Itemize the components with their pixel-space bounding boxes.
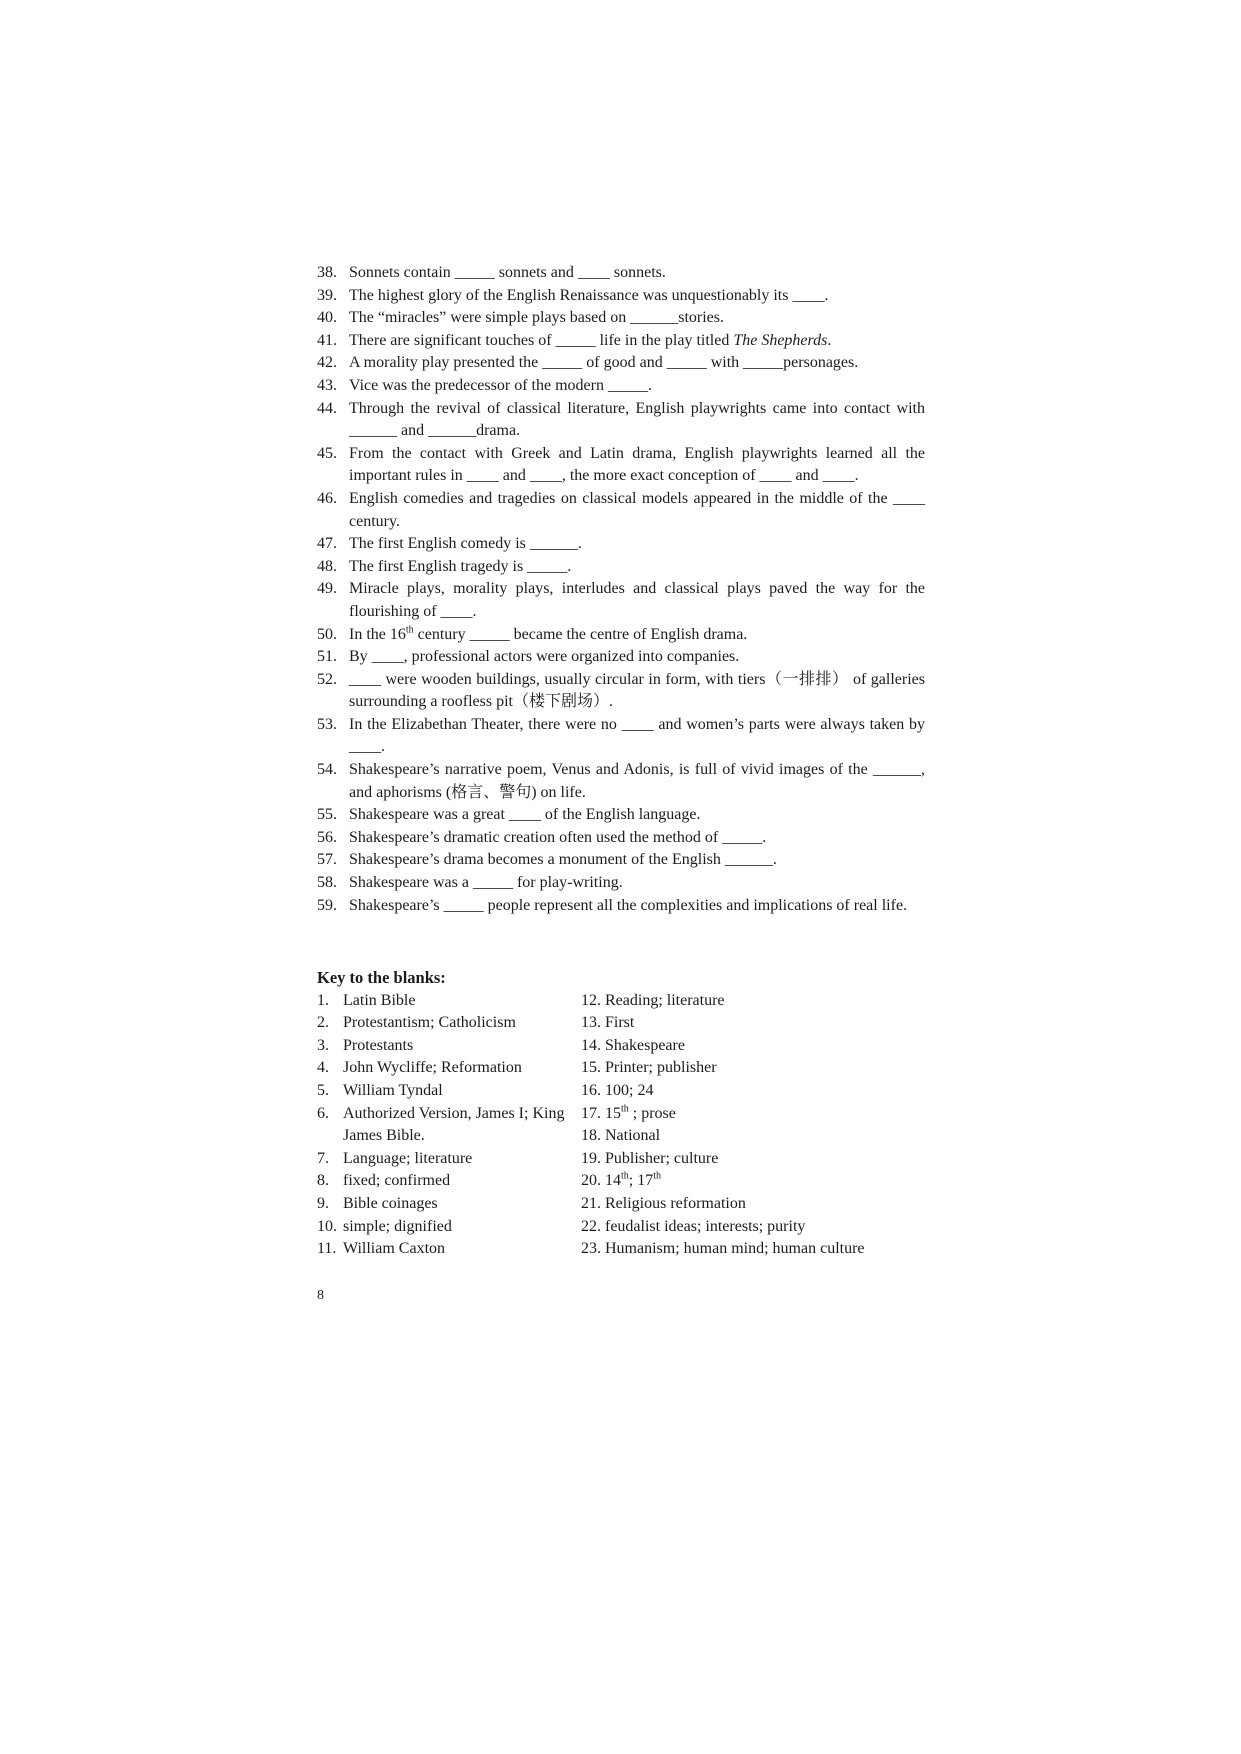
answer-key-left-column: [317, 990, 579, 1261]
question-item: [317, 307, 925, 330]
question-item: [317, 556, 925, 579]
question-number: 38.: [317, 264, 337, 281]
ordinal-superscript: th: [621, 1103, 629, 1115]
answer-item: [581, 1057, 937, 1080]
question-item: [317, 895, 925, 918]
question-number: 43.: [317, 376, 337, 394]
answer-number: 17.: [581, 1104, 601, 1122]
question-number: 41.: [317, 331, 337, 349]
question-text: Shakespeare’s _____ people represent all the complexities and implications of real life.: [349, 896, 908, 914]
answer-number: 1.: [317, 991, 329, 1009]
question-item: [317, 714, 925, 759]
question-number: 54.: [317, 761, 337, 779]
question-text: In the Elizabethan Theater, there were no ____ and women’s parts were always taken by ____.: [349, 715, 925, 756]
answer-number: 14.: [581, 1036, 601, 1054]
answer-text-mid: ; 17: [628, 1172, 654, 1190]
question-item: [317, 827, 925, 850]
answer-text: First: [605, 1014, 635, 1032]
answer-item: [581, 1148, 937, 1171]
question-item: [317, 488, 925, 533]
question-number: 44.: [317, 399, 337, 417]
question-text: Shakespeare’s drama becomes a monument of the English ______.: [349, 851, 777, 869]
answer-number: 7.: [317, 1149, 329, 1167]
question-item: [317, 759, 925, 804]
answer-text: 15: [605, 1104, 621, 1122]
question-item: [317, 646, 925, 669]
answer-number: 19.: [581, 1149, 601, 1167]
question-text: Shakespeare’s dramatic creation often used the method of _____.: [349, 828, 767, 846]
answer-text: Printer; publisher: [605, 1059, 717, 1077]
answer-number: 22.: [581, 1217, 601, 1235]
question-number: 51.: [317, 648, 337, 666]
answer-text: fixed; confirmed: [343, 1172, 451, 1190]
question-list: [317, 262, 925, 917]
answer-item: [581, 1035, 937, 1058]
answer-text: 100; 24: [605, 1081, 654, 1099]
question-item: [317, 533, 925, 556]
play-title: The Shepherds: [733, 331, 828, 349]
answer-text: Shakespeare: [605, 1036, 685, 1054]
answer-number: 3.: [317, 1036, 329, 1054]
question-number: 39.: [317, 286, 337, 304]
ordinal-superscript: th: [405, 624, 414, 636]
answer-text: Protestants: [343, 1036, 414, 1054]
question-text: Shakespeare’s narrative poem, Venus and Adonis, is full of vivid images of the ______, and aphorisms (格言、警句) on life.: [349, 761, 925, 801]
answer-number: 11.: [317, 1240, 337, 1258]
answer-text: Bible coinages: [343, 1194, 438, 1212]
question-item: [317, 849, 925, 872]
answer-item: [317, 1035, 579, 1058]
question-text: By ____, professional actors were organized into companies.: [349, 648, 740, 666]
answer-item: [581, 1216, 937, 1239]
answer-number: 12.: [581, 991, 601, 1009]
answer-number: 2.: [317, 1014, 329, 1032]
answer-text: John Wycliffe; Reformation: [343, 1059, 522, 1077]
answer-item: [581, 1193, 937, 1216]
answer-key-title: Key to the blanks:: [317, 968, 446, 987]
answer-item: [581, 1170, 937, 1193]
question-number: 56.: [317, 828, 337, 846]
page-number: 8: [317, 1288, 324, 1303]
answer-number: 21.: [581, 1194, 601, 1212]
answer-key-right-column: [581, 990, 937, 1261]
question-number: 58.: [317, 874, 337, 892]
question-item: [317, 352, 925, 375]
question-item: [317, 262, 925, 285]
question-number: 45.: [317, 444, 337, 462]
question-number: 48.: [317, 557, 337, 575]
answer-key: [317, 967, 937, 1258]
answer-item: [317, 1238, 579, 1261]
answer-number: 10.: [317, 1217, 337, 1235]
answer-key-columns: [317, 990, 937, 1258]
question-number: 47.: [317, 535, 337, 553]
ordinal-superscript: th: [621, 1171, 629, 1183]
answer-number: 15.: [581, 1059, 601, 1077]
answer-text: Religious reformation: [605, 1194, 746, 1212]
question-item: [317, 375, 925, 398]
answer-number: 18.: [581, 1127, 601, 1145]
answer-text: National: [605, 1127, 661, 1145]
answer-item: [317, 1193, 579, 1216]
answer-text: Publisher; culture: [605, 1149, 719, 1167]
answer-number: 6.: [317, 1104, 329, 1122]
answer-item: [581, 990, 937, 1013]
answer-text: Protestantism; Catholicism: [343, 1014, 516, 1032]
question-item: [317, 669, 925, 714]
answer-number: 4.: [317, 1059, 329, 1077]
question-item: [317, 578, 925, 623]
question-text: The “miracles” were simple plays based on ______stories.: [349, 309, 724, 327]
answer-text: William Tyndal: [343, 1081, 443, 1099]
answer-item: [581, 1238, 937, 1261]
question-text: Vice was the predecessor of the modern _____.: [349, 376, 652, 394]
answer-text: Reading; literature: [605, 991, 725, 1009]
ordinal-superscript: th: [653, 1171, 662, 1183]
answer-item: [581, 1103, 937, 1126]
answer-item: [317, 1170, 579, 1193]
question-number: 55.: [317, 806, 337, 824]
question-item: [317, 398, 925, 443]
answer-item: [581, 1125, 937, 1148]
answer-text: 14: [605, 1172, 621, 1190]
question-text: ____ were wooden buildings, usually circular in form, with tiers（一排排） of galleries surrounding a roofless pit（楼下剧场）.: [349, 670, 925, 711]
question-number: 42.: [317, 354, 337, 372]
question-number: 50.: [317, 625, 337, 643]
question-text: Shakespeare was a great ____ of the English language.: [349, 806, 701, 824]
answer-item: [317, 1012, 579, 1035]
question-number: 57.: [317, 851, 337, 869]
question-text: A morality play presented the _____ of good and _____ with _____personages.: [349, 354, 859, 372]
answer-item: [317, 1216, 579, 1239]
answer-item: [581, 1012, 937, 1035]
question-item: [317, 872, 925, 895]
answer-item: [317, 1103, 579, 1148]
answer-item: [581, 1080, 937, 1103]
answer-text: Latin Bible: [343, 991, 416, 1009]
question-text-end: .: [827, 331, 832, 349]
answer-text: simple; dignified: [343, 1217, 452, 1235]
question-text: The first English tragedy is _____.: [349, 557, 572, 575]
answer-text: William Caxton: [343, 1240, 446, 1258]
question-number: 40.: [317, 309, 337, 327]
question-number: 52.: [317, 670, 337, 688]
question-number: 59.: [317, 896, 337, 914]
question-text: From the contact with Greek and Latin drama, English playwrights learned all the important rules in ____ and ____, the more exact conception of ____ and ____.: [349, 444, 925, 485]
question-text: Miracle plays, morality plays, interludes and classical plays paved the way for the flourishing of ____.: [349, 580, 925, 620]
answer-number: 16.: [581, 1081, 601, 1099]
question-text: There are significant touches of _____ life in the play titled: [349, 331, 734, 349]
answer-number: 23.: [581, 1240, 601, 1258]
answer-number: 9.: [317, 1194, 329, 1212]
question-text: English comedies and tragedies on classical models appeared in the middle of the ____ century.: [349, 489, 925, 530]
answer-item: [317, 1148, 579, 1171]
answer-number: 20.: [581, 1172, 601, 1190]
question-text: Through the revival of classical literature, English playwrights came into contact with ______ and ______drama.: [349, 399, 925, 440]
answer-item: [317, 990, 579, 1013]
answer-text-end: ; prose: [628, 1104, 676, 1122]
answer-item: [317, 1080, 579, 1103]
answer-text: feudalist ideas; interests; purity: [605, 1217, 806, 1235]
question-text-end: century _____ became the centre of English drama.: [413, 625, 748, 643]
question-item: [317, 330, 925, 353]
answer-number: 8.: [317, 1172, 329, 1190]
answer-text: Language; literature: [343, 1149, 473, 1167]
answer-number: 13.: [581, 1014, 601, 1032]
question-text: Shakespeare was a _____ for play-writing.: [349, 874, 623, 892]
question-text: Sonnets contain _____ sonnets and ____ sonnets.: [349, 264, 666, 281]
answer-item: [317, 1057, 579, 1080]
question-text: The first English comedy is ______.: [349, 535, 582, 553]
question-text: In the 16: [349, 625, 406, 643]
question-item: [317, 443, 925, 488]
question-item: [317, 285, 925, 308]
question-number: 49.: [317, 580, 337, 598]
question-text: The highest glory of the English Renaissance was unquestionably its ____.: [349, 286, 829, 304]
answer-text: Authorized Version, James I; King James Bible.: [343, 1104, 565, 1145]
question-item: [317, 804, 925, 827]
answer-text: Humanism; human mind; human culture: [605, 1240, 865, 1258]
answer-number: 5.: [317, 1081, 329, 1099]
question-number: 53.: [317, 715, 337, 733]
question-item: [317, 624, 925, 647]
question-number: 46.: [317, 489, 337, 507]
